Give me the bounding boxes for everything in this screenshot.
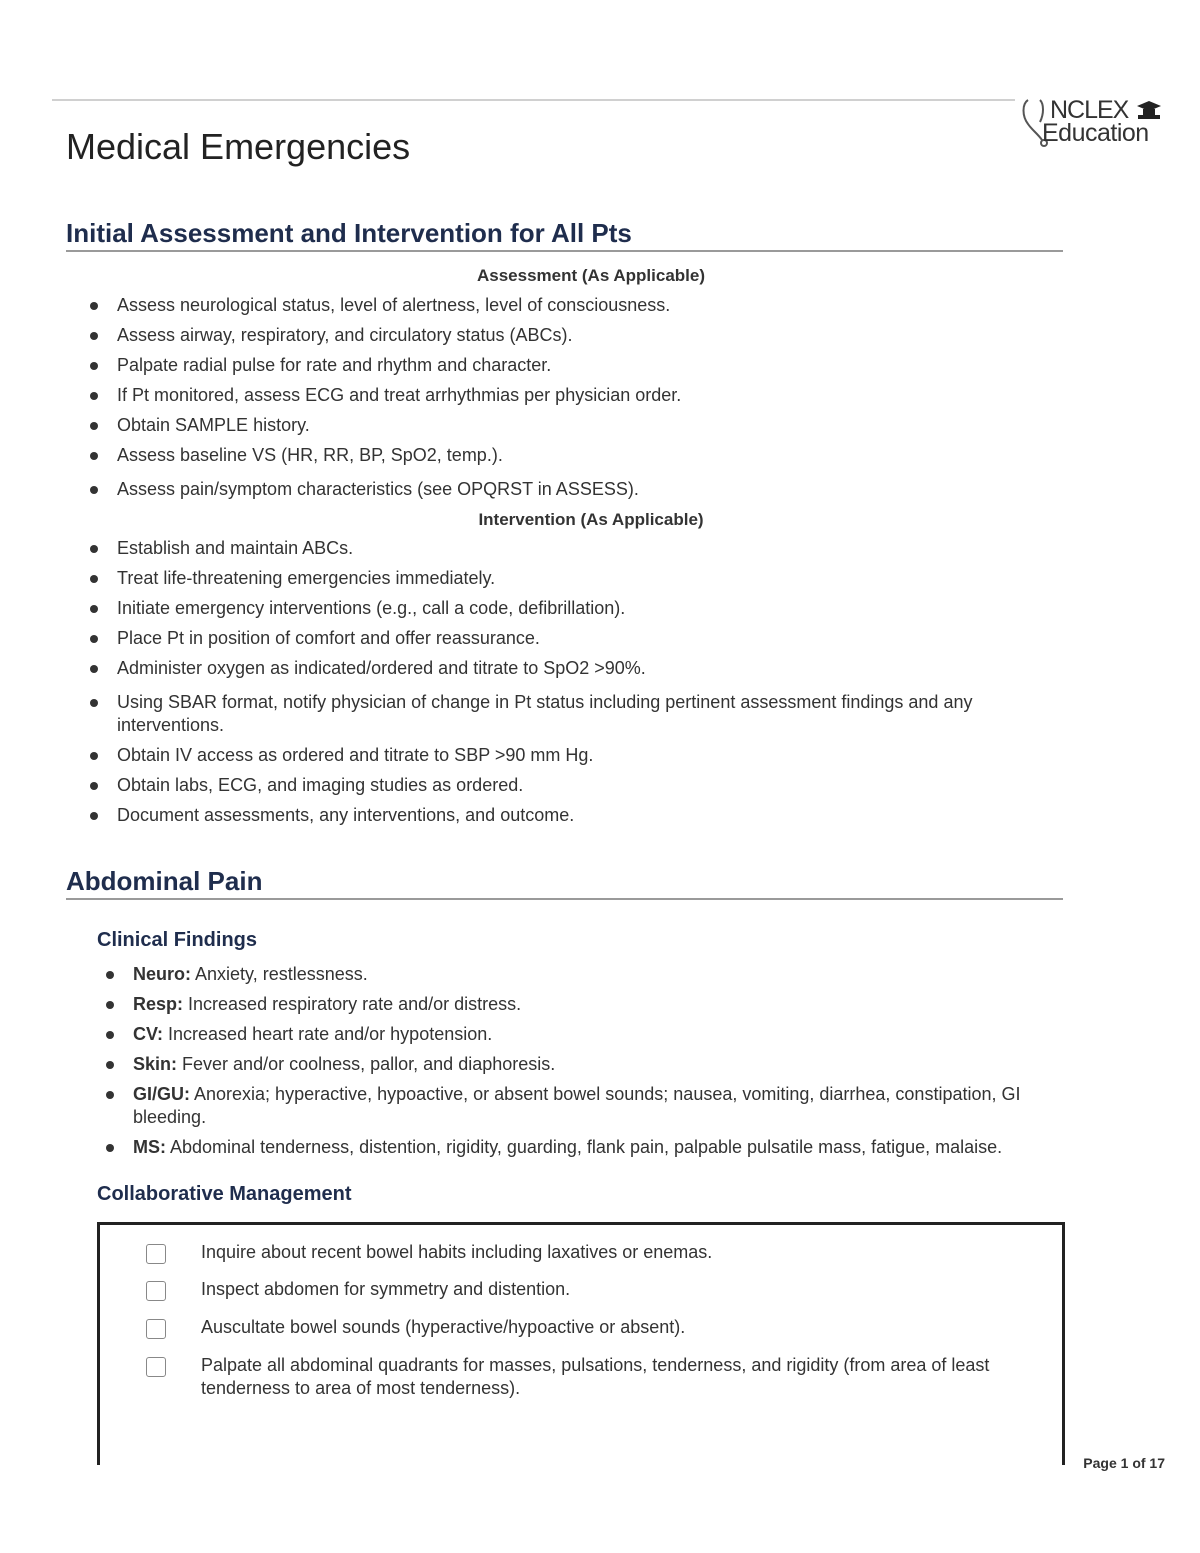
list-item: CV: Increased heart rate and/or hypotension.	[133, 1023, 1053, 1053]
list-item: MS: Abdominal tenderness, distention, rigidity, guarding, flank pain, palpable pulsatile mass, fatigue, malaise.	[133, 1136, 1053, 1166]
list-item: Using SBAR format, notify physician of change in Pt status including pertinent assessment findings and any interventions.	[117, 691, 1077, 744]
list-item: Treat life-threatening emergencies immediately.	[117, 567, 1077, 597]
list-item: Administer oxygen as indicated/ordered and titrate to SpO2 >90%.	[117, 657, 1077, 691]
list-item: Neuro: Anxiety, restlessness.	[133, 963, 1053, 993]
list-item: Assess airway, respiratory, and circulatory status (ABCs).	[117, 324, 1077, 354]
checkbox[interactable]	[146, 1281, 166, 1301]
intervention-heading: Intervention (As Applicable)	[478, 510, 704, 529]
checkbox[interactable]	[146, 1357, 166, 1377]
list-item: Obtain IV access as ordered and titrate to SBP >90 mm Hg.	[117, 744, 1077, 774]
logo-line2: Education	[1042, 119, 1149, 147]
list-item: Obtain SAMPLE history.	[117, 414, 1077, 444]
intervention-list	[117, 537, 1077, 834]
clinical-findings-list	[133, 963, 1053, 1166]
list-item: Document assessments, any interventions, and outcome.	[117, 804, 1077, 834]
list-item: Obtain labs, ECG, and imaging studies as ordered.	[117, 774, 1077, 804]
nclex-education-logo	[1020, 96, 1165, 152]
collaborative-management-heading: Collaborative Management	[97, 1183, 352, 1205]
assessment-list	[117, 294, 1077, 508]
logo-line1: NCLEX	[1050, 96, 1129, 124]
list-item: GI/GU: Anorexia; hyperactive, hypoactive, or absent bowel sounds; nausea, vomiting, diarrhea, constipation, GI bleeding.	[133, 1083, 1053, 1136]
section-heading-initial-assessment: Initial Assessment and Intervention for All Pts	[66, 218, 632, 248]
checkbox[interactable]	[146, 1244, 166, 1264]
list-item: Assess pain/symptom characteristics (see OPQRST in ASSESS).	[117, 478, 1077, 508]
assessment-heading: Assessment (As Applicable)	[477, 266, 705, 285]
checklist-box: Inquire about recent bowel habits including laxatives or enemas. Inspect abdomen for symmetry and distention. Auscultate bowel sounds (hyperactive/hypoactive or absent). Palpate all abdominal quadrants for masses, pulsations, tenderness, and rigidity (from area of least tenderness to area of most tenderness).	[97, 1222, 1065, 1465]
clinical-findings-heading: Clinical Findings	[97, 929, 258, 951]
graduation-cap-icon	[1135, 100, 1163, 120]
section-rule	[66, 898, 1063, 900]
list-item: If Pt monitored, assess ECG and treat arrhythmias per physician order.	[117, 384, 1077, 414]
checkbox[interactable]	[146, 1319, 166, 1339]
page-number: Page 1 of 17	[1083, 1455, 1165, 1471]
list-item: Initiate emergency interventions (e.g., call a code, defibrillation).	[117, 597, 1077, 627]
header-rule	[52, 99, 1015, 101]
list-item: Assess baseline VS (HR, RR, BP, SpO2, temp.).	[117, 444, 1077, 478]
list-item: Skin: Fever and/or coolness, pallor, and diaphoresis.	[133, 1053, 1053, 1083]
list-item: Palpate radial pulse for rate and rhythm and character.	[117, 354, 1077, 384]
page-title: Medical Emergencies	[66, 126, 411, 167]
section-rule	[66, 250, 1063, 252]
list-item: Resp: Increased respiratory rate and/or distress.	[133, 993, 1053, 1023]
list-item: Place Pt in position of comfort and offer reassurance.	[117, 627, 1077, 657]
list-item: Assess neurological status, level of alertness, level of consciousness.	[117, 294, 1077, 324]
list-item: Establish and maintain ABCs.	[117, 537, 1077, 567]
section-heading-abdominal-pain: Abdominal Pain	[66, 866, 263, 896]
